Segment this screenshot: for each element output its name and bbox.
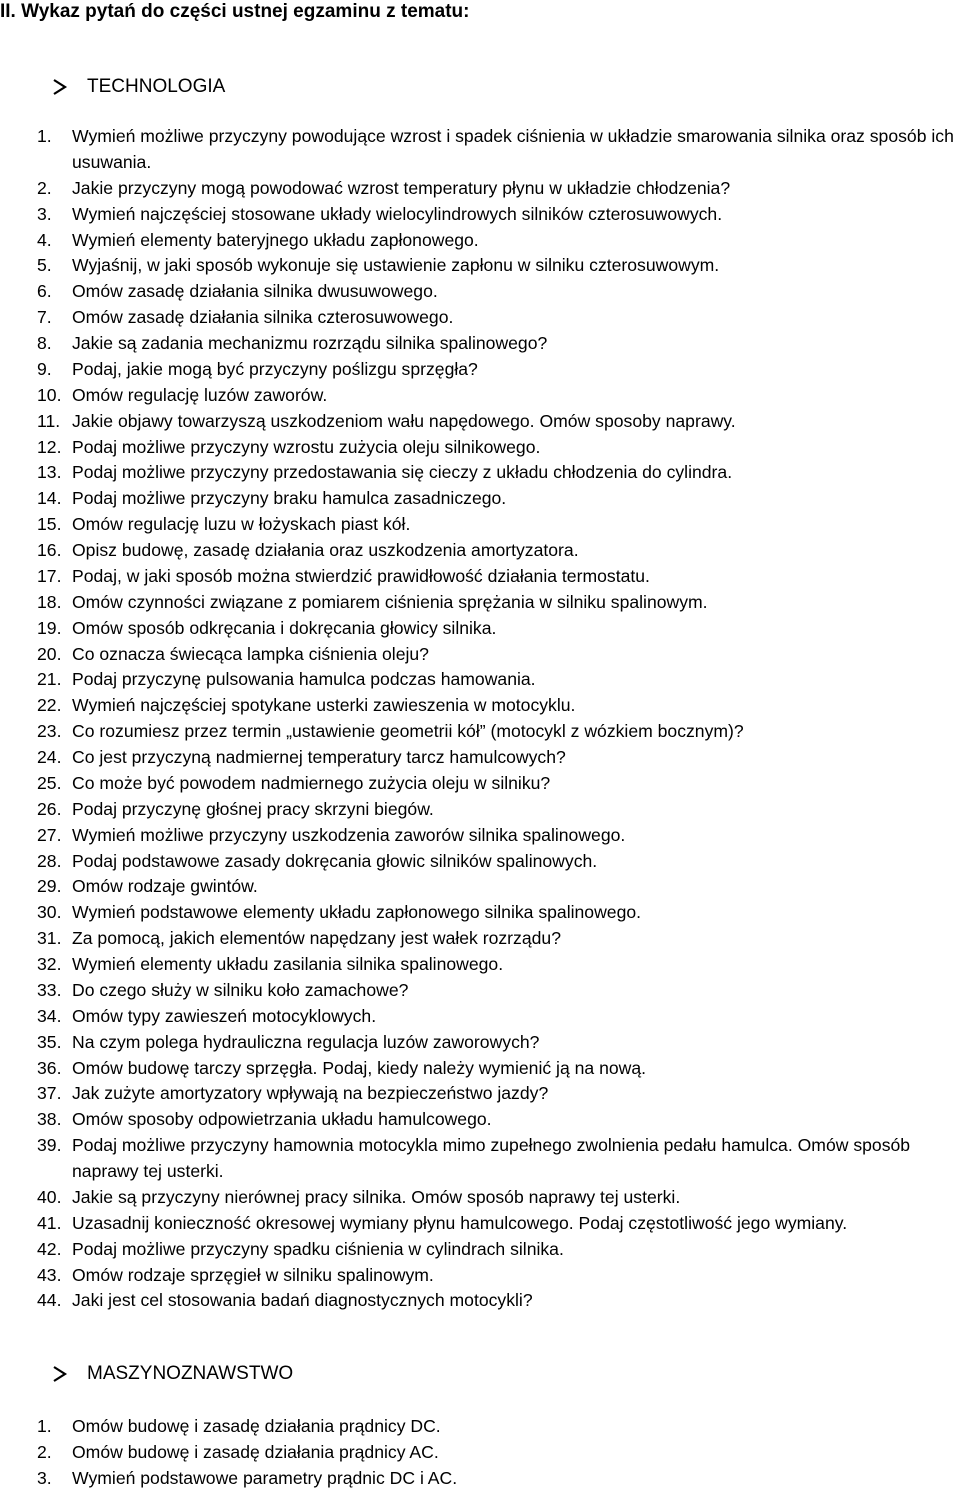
- question-number: 16.: [37, 540, 62, 560]
- question-number: 2.: [37, 177, 52, 198]
- question-number: 21.: [37, 669, 62, 690]
- list-item: [37, 1237, 960, 1263]
- question-text: Co oznacza świecąca lampka ciśnienia oleju?: [72, 643, 429, 664]
- list-item: [37, 460, 960, 486]
- list-item: [37, 1133, 960, 1185]
- question-number: 44.: [37, 1290, 62, 1311]
- section-heading-maszynoznawstwo: [52, 1362, 293, 1386]
- question-number: 20.: [37, 643, 62, 664]
- question-number: 34.: [37, 1005, 62, 1026]
- question-number: 10.: [37, 384, 62, 405]
- question-number: 6.: [37, 281, 52, 302]
- question-number: 24.: [37, 747, 62, 767]
- question-text: Wymień możliwe przyczyny uszkodzenia zaworów silnika spalinowego.: [72, 824, 626, 845]
- list-item: [37, 486, 960, 512]
- question-number: 18.: [37, 591, 62, 612]
- question-number: 27.: [37, 824, 62, 845]
- question-number: 37.: [37, 1083, 62, 1104]
- list-item: [37, 435, 960, 461]
- list-item: [37, 771, 960, 797]
- question-number: 41.: [37, 1212, 62, 1233]
- question-number: 8.: [37, 333, 52, 353]
- question-text: Podaj możliwe przyczyny hamownia motocykla mimo zupełnego zwolnienia pedału hamulca. Omów sposób naprawy tej usterki.: [72, 1135, 911, 1181]
- question-text: Podaj podstawowe zasady dokręcania głowic silników spalinowych.: [72, 850, 598, 871]
- question-number: 1.: [37, 126, 52, 146]
- list-item: [37, 409, 960, 435]
- list-item: [37, 1440, 960, 1466]
- list-item: [37, 512, 960, 538]
- question-number: 12.: [37, 436, 62, 457]
- question-text: Wymień elementy bateryjnego układu zapłonowego.: [72, 229, 479, 250]
- question-text: Omów regulację luzów zaworów.: [72, 384, 328, 405]
- question-number: 7.: [37, 307, 52, 328]
- question-number: 2.: [37, 1441, 52, 1462]
- list-item: [37, 719, 960, 745]
- question-number: 14.: [37, 488, 62, 509]
- section-heading-technologia: [52, 75, 225, 99]
- question-number: 19.: [37, 617, 62, 638]
- list-item: [37, 952, 960, 978]
- question-text: Omów sposób odkręcania i dokręcania głowicy silnika.: [72, 617, 497, 638]
- question-text: Omów regulację luzu w łożyskach piast kół.: [72, 514, 411, 535]
- question-text: Omów sposoby odpowietrzania układu hamulcowego.: [72, 1109, 492, 1130]
- list-item: [37, 1263, 960, 1289]
- list-item: [37, 564, 960, 590]
- list-item: [37, 202, 960, 228]
- question-number: 26.: [37, 798, 62, 819]
- question-number: 15.: [37, 514, 62, 535]
- question-number: 23.: [37, 721, 62, 742]
- list-item: [37, 590, 960, 616]
- list-item: [37, 1414, 960, 1440]
- question-number: 32.: [37, 954, 62, 974]
- list-item: [37, 1030, 960, 1056]
- question-text: Podaj przyczynę głośnej pracy skrzyni biegów.: [72, 798, 434, 819]
- question-text: Omów budowę tarczy sprzęgła. Podaj, kiedy należy wymienić ją na nową.: [72, 1057, 647, 1078]
- section-heading-label: TECHNOLOGIA: [87, 76, 226, 97]
- list-item: [37, 667, 960, 693]
- question-list-maszynoznawstwo: [37, 1414, 960, 1492]
- question-text: Na czym polega hydrauliczna regulacja luzów zaworowych?: [72, 1031, 540, 1052]
- question-text: Jakie są przyczyny nierównej pracy silnika. Omów sposób naprawy tej usterki.: [72, 1186, 681, 1207]
- question-text: Wyjaśnij, w jaki sposób wykonuje się ustawienie zapłonu w silniku czterosuwowym.: [72, 255, 720, 276]
- question-text: Wymień elementy układu zasilania silnika spalinowego.: [72, 954, 504, 974]
- list-item: [37, 978, 960, 1004]
- question-number: 36.: [37, 1057, 62, 1078]
- question-number: 9.: [37, 358, 52, 379]
- list-item: [37, 823, 960, 849]
- question-text: Jakie objawy towarzyszą uszkodzeniom wału napędowego. Omów sposoby naprawy.: [72, 410, 736, 431]
- question-text: Wymień najczęściej spotykane usterki zawieszenia w motocyklu.: [72, 695, 576, 716]
- question-number: 22.: [37, 695, 62, 716]
- list-item: [37, 1004, 960, 1030]
- question-number: 31.: [37, 928, 62, 949]
- question-text: Podaj możliwe przyczyny spadku ciśnienia w cylindrach silnika.: [72, 1238, 564, 1259]
- question-number: 3.: [37, 203, 52, 224]
- question-text: Podaj możliwe przyczyny braku hamulca zasadniczego.: [72, 488, 507, 509]
- list-item: [37, 1288, 960, 1314]
- question-number: 5.: [37, 255, 52, 276]
- list-item: [37, 1466, 960, 1492]
- list-item: [37, 124, 960, 176]
- question-text: Wymień podstawowe parametry prądnic DC i AC.: [72, 1467, 458, 1488]
- question-number: 43.: [37, 1264, 62, 1285]
- question-text: Podaj przyczynę pulsowania hamulca podczas hamowania.: [72, 669, 536, 690]
- question-number: 38.: [37, 1109, 62, 1130]
- page-title: II. Wykaz pytań do części ustnej egzaminu z tematu:: [0, 1, 470, 22]
- question-number: 4.: [37, 229, 52, 250]
- question-number: 17.: [37, 565, 62, 586]
- question-text: Omów czynności związane z pomiarem ciśnienia sprężania w silniku spalinowym.: [72, 591, 708, 612]
- question-text: Podaj, jakie mogą być przyczyny poślizgu sprzęgła?: [72, 358, 478, 379]
- question-text: Wymień najczęściej stosowane układy wielocylindrowych silników czterosuwowych.: [72, 203, 723, 224]
- question-text: Podaj, w jaki sposób można stwierdzić prawidłowość działania termostatu.: [72, 565, 650, 586]
- question-number: 35.: [37, 1031, 62, 1052]
- list-item: [37, 383, 960, 409]
- list-item: [37, 616, 960, 642]
- list-item: [37, 1081, 960, 1107]
- question-text: Jakie przyczyny mogą powodować wzrost temperatury płynu w układzie chłodzenia?: [72, 177, 731, 198]
- question-number: 1.: [37, 1416, 52, 1436]
- question-text: Omów zasadę działania silnika dwusuwowego.: [72, 281, 438, 302]
- question-number: 33.: [37, 979, 62, 1000]
- list-item: [37, 228, 960, 254]
- list-item: [37, 279, 960, 305]
- question-list-technologia: [37, 124, 960, 1314]
- question-number: 28.: [37, 850, 62, 871]
- question-text: Omów rodzaje sprzęgieł w silniku spalinowym.: [72, 1264, 434, 1285]
- list-item: [37, 849, 960, 875]
- question-text: Co może być powodem nadmiernego zużycia oleju w silniku?: [72, 772, 551, 793]
- question-number: 42.: [37, 1238, 62, 1259]
- question-text: Omów zasadę działania silnika czterosuwowego.: [72, 307, 454, 328]
- list-item: [37, 745, 960, 771]
- list-item: [37, 1185, 960, 1211]
- question-number: 3.: [37, 1467, 52, 1488]
- list-item: [37, 305, 960, 331]
- question-number: 39.: [37, 1135, 62, 1156]
- list-item: [37, 357, 960, 383]
- question-text: Co jest przyczyną nadmiernej temperatury tarcz hamulcowych?: [72, 747, 566, 767]
- list-item: [37, 1211, 960, 1237]
- list-item: [37, 1056, 960, 1082]
- question-text: Podaj możliwe przyczyny przedostawania się cieczy z układu chłodzenia do cylindra.: [72, 462, 733, 483]
- question-number: 30.: [37, 902, 62, 923]
- question-text: Jakie są zadania mechanizmu rozrządu silnika spalinowego?: [72, 333, 548, 353]
- question-text: Za pomocą, jakich elementów napędzany jest wałek rozrządu?: [72, 928, 561, 949]
- list-item: [37, 797, 960, 823]
- question-text: Do czego służy w silniku koło zamachowe?: [72, 979, 409, 1000]
- list-item: [37, 253, 960, 279]
- list-item: [37, 331, 960, 357]
- arrow-bullet-icon: [52, 1366, 68, 1382]
- list-item: [37, 538, 960, 564]
- list-item: [37, 642, 960, 668]
- arrow-bullet-icon: [52, 79, 68, 95]
- question-text: Wymień podstawowe elementy układu zapłonowego silnika spalinowego.: [72, 902, 642, 923]
- question-number: 25.: [37, 772, 62, 793]
- question-text: Omów typy zawieszeń motocyklowych.: [72, 1005, 377, 1026]
- question-text: Uzasadnij konieczność okresowej wymiany płynu hamulcowego. Podaj częstotliwość jego wymiany.: [72, 1212, 848, 1233]
- list-item: [37, 693, 960, 719]
- question-text: Podaj możliwe przyczyny wzrostu zużycia oleju silnikowego.: [72, 436, 541, 457]
- question-text: Omów budowę i zasadę działania prądnicy DC.: [72, 1416, 441, 1436]
- question-number: 40.: [37, 1186, 62, 1207]
- section-heading-label: MASZYNOZNAWSTWO: [87, 1363, 294, 1384]
- list-item: [37, 176, 960, 202]
- question-text: Jaki jest cel stosowania badań diagnostycznych motocykli?: [72, 1290, 533, 1311]
- question-text: Wymień możliwe przyczyny powodujące wzrost i spadek ciśnienia w układzie smarowania silnika oraz sposób ich usuwania.: [72, 126, 954, 172]
- list-item: [37, 1107, 960, 1133]
- list-item: [37, 926, 960, 952]
- question-text: Opisz budowę, zasadę działania oraz uszkodzenia amortyzatora.: [72, 540, 579, 560]
- question-text: Jak zużyte amortyzatory wpływają na bezpieczeństwo jazdy?: [72, 1083, 549, 1104]
- list-item: [37, 900, 960, 926]
- question-text: Co rozumiesz przez termin „ustawienie geometrii kół” (motocykl z wózkiem bocznym)?: [72, 721, 744, 742]
- question-number: 13.: [37, 462, 62, 483]
- question-number: 29.: [37, 876, 62, 897]
- question-number: 11.: [37, 410, 61, 431]
- list-item: [37, 874, 960, 900]
- question-text: Omów budowę i zasadę działania prądnicy AC.: [72, 1441, 439, 1462]
- question-text: Omów rodzaje gwintów.: [72, 876, 258, 897]
